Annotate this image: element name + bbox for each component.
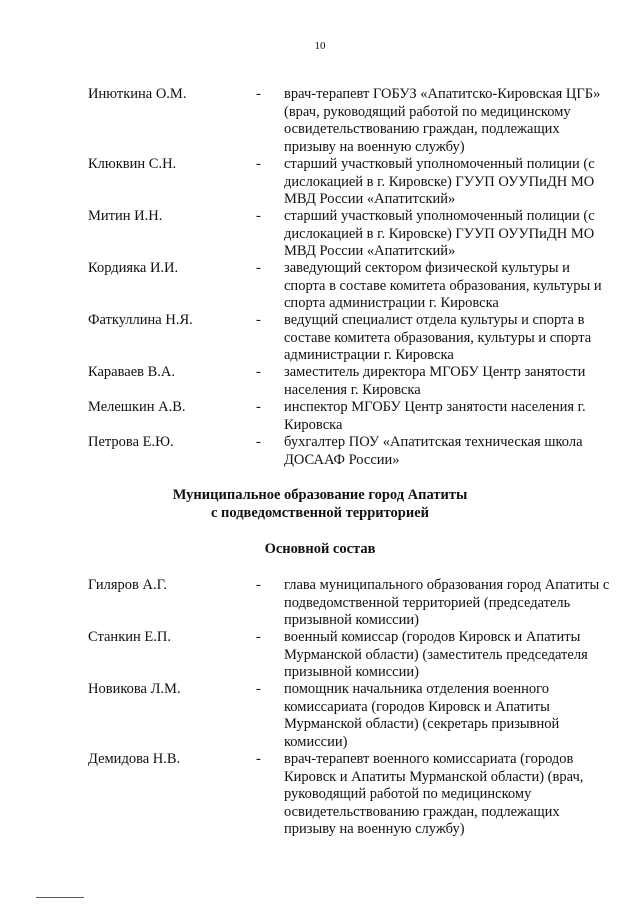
member-name: Петрова Е.Ю. bbox=[88, 434, 174, 450]
member-position: помощник начальника отделения военного комиссариата (городов Кировск и Апатиты Мурманской области) (секретарь призывной комиссии) bbox=[284, 681, 560, 750]
dash-separator: - bbox=[256, 364, 261, 380]
member-position: заместитель директора МГОБУ Центр занятости населения г. Кировска bbox=[284, 364, 586, 398]
dash-separator: - bbox=[256, 399, 261, 415]
dash-separator: - bbox=[256, 208, 261, 224]
member-position: старший участковый уполномоченный полиции (с дислокацией в г. Кировске) ГУУП ОУУПиДН МО МВД России «Апатитский» bbox=[284, 208, 595, 259]
member-position: военный комиссар (городов Кировск и Апатиты Мурманской области) (заместитель председателя призывной комиссии) bbox=[284, 629, 588, 680]
dash-separator: - bbox=[256, 629, 261, 645]
member-name: Демидова Н.В. bbox=[88, 751, 181, 767]
member-name: Инюткина О.М. bbox=[88, 86, 187, 102]
footer-divider bbox=[36, 897, 84, 898]
member-position: старший участковый уполномоченный полиции (с дислокацией в г. Кировске) ГУУП ОУУПиДН МО МВД России «Апатитский» bbox=[284, 156, 595, 207]
member-position: врач-терапевт ГОБУЗ «Апатитско-Кировская ЦГБ» (врач, руководящий работой по медицинскому освидетельствованию граждан, подлежащих призыву на военную службу) bbox=[284, 86, 601, 155]
dash-separator: - bbox=[256, 577, 261, 593]
member-name: Мелешкин А.В. bbox=[88, 399, 186, 415]
sub-heading: Основной состав bbox=[264, 541, 376, 557]
member-name: Гиляров А.Г. bbox=[88, 577, 167, 593]
member-position: инспектор МГОБУ Центр занятости населения г. Кировска bbox=[284, 399, 586, 433]
member-position: заведующий сектором физической культуры и спорта в составе комитета образования, культуры и спорта администрации г. Кировска bbox=[284, 260, 602, 311]
dash-separator: - bbox=[256, 312, 261, 328]
dash-separator: - bbox=[256, 260, 261, 276]
member-name: Станкин Е.П. bbox=[88, 629, 171, 645]
page-number: 10 bbox=[314, 40, 326, 52]
dash-separator: - bbox=[256, 86, 261, 102]
section-heading-line-1: Муниципальное образование город Апатиты bbox=[172, 487, 468, 503]
member-name: Митин И.Н. bbox=[88, 208, 163, 224]
section-heading-line-2: с подведомственной территорией bbox=[210, 505, 430, 521]
dash-separator: - bbox=[256, 751, 261, 767]
dash-separator: - bbox=[256, 681, 261, 697]
member-name: Кордияка И.И. bbox=[88, 260, 179, 276]
member-position: глава муниципального образования город Апатиты с подведомственной территорией (председатель призывной комиссии) bbox=[284, 577, 610, 628]
dash-separator: - bbox=[256, 434, 261, 450]
member-name: Фаткуллина Н.Я. bbox=[88, 312, 193, 328]
member-position: ведущий специалист отдела культуры и спорта в составе комитета образования, культуры и спорта администрации г. Кировска bbox=[284, 312, 592, 363]
member-name: Клюквин С.Н. bbox=[88, 156, 177, 172]
member-name: Караваев В.А. bbox=[88, 364, 175, 380]
member-position: врач-терапевт военного комиссариата (городов Кировск и Апатиты Мурманской области) (врач, руководящий работой по медицинскому освидетельствованию граждан, подлежащих призыву на военную службу) bbox=[284, 751, 584, 837]
member-name: Новикова Л.М. bbox=[88, 681, 181, 697]
dash-separator: - bbox=[256, 156, 261, 172]
member-position: бухгалтер ПОУ «Апатитская техническая школа ДОСААФ России» bbox=[284, 434, 583, 468]
